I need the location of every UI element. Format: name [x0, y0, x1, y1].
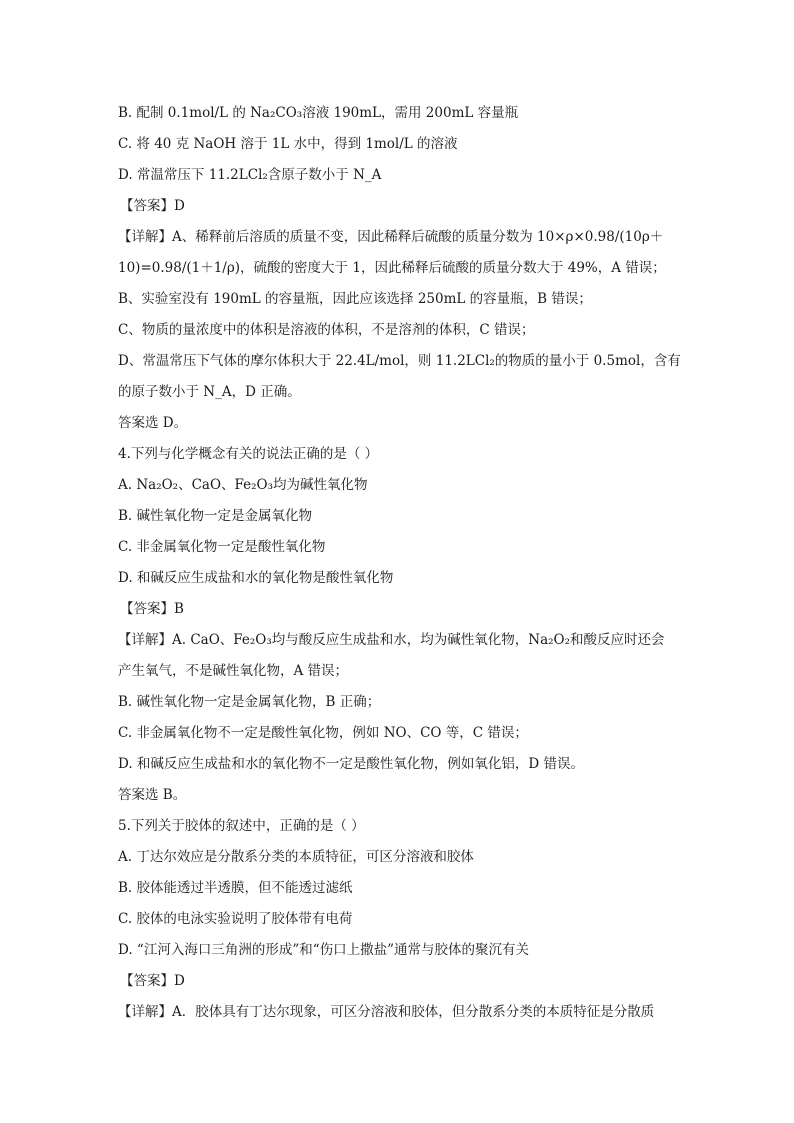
- q3-explain-2: 10)=0.98/(1＋1/ρ)，硫酸的密度大于 1，因此稀释后硫酸的质量分数大于 49%，A 错误；: [118, 260, 666, 276]
- q4-explain-5: D. 和碱反应生成盐和水的氧化物不一定是酸性氧化物，例如氧化铝，D 错误。: [118, 756, 585, 772]
- q3-explain-1: 【详解】A、稀释前后溶质的质量不变，因此稀释后硫酸的质量分数为 10×ρ×0.98/(10ρ＋: [118, 229, 664, 245]
- q4-option-b: B. 碱性氧化物一定是金属氧化物: [118, 508, 313, 524]
- q4-option-d: D. 和碱反应生成盐和水的氧化物是酸性氧化物: [118, 570, 394, 586]
- q4-option-a: A. Na₂O₂、CaO、Fe₂O₃均为碱性氧化物: [118, 477, 368, 493]
- q5-option-d: D. “江河入海口三角洲的形成”和“伤口上撒盐”通常与胶体的聚沉有关: [118, 942, 530, 958]
- q3-explain-6: 的原子数小于 N_A，D 正确。: [118, 384, 301, 400]
- q4-option-c: C. 非金属氧化物一定是酸性氧化物: [118, 539, 326, 555]
- q3-explain-4: C、物质的量浓度中的体积是溶液的体积，不是溶剂的体积，C 错误；: [118, 322, 535, 338]
- q4-answer: 【答案】B: [120, 601, 184, 617]
- q3-option-d: D. 常温常压下 11.2LCl₂含原子数小于 N_A: [118, 167, 382, 183]
- document-page: [118, 98, 681, 1028]
- q3-option-b: B. 配制 0.1mol/L 的 Na₂CO₃溶液 190mL，需用 200mL 容量瓶: [118, 105, 519, 121]
- q5-option-b: B. 胶体能透过半透膜，但不能透过滤纸: [118, 880, 353, 896]
- q4-conclusion: 答案选 B。: [118, 787, 187, 803]
- q4-explain-1: 【详解】A. CaO、Fe₂O₃均与酸反应生成盐和水，均为碱性氧化物，Na₂O₂和酸反应时还会: [118, 632, 665, 648]
- q4-explain-3: B. 碱性氧化物一定是金属氧化物，B 正确；: [118, 694, 381, 710]
- q4-explain-2: 产生氧气，不是碱性氧化物，A 错误；: [118, 663, 349, 679]
- q4-explain-4: C. 非金属氧化物不一定是酸性氧化物，例如 NO、CO 等，C 错误；: [118, 725, 528, 741]
- q3-explain-5: D、常温常压下气体的摩尔体积大于 22.4L/mol，则 11.2LCl₂的物质的量小于 0.5mol，含有: [118, 353, 681, 369]
- q5-answer: 【答案】D: [120, 973, 185, 989]
- q3-conclusion: 答案选 D。: [118, 415, 188, 431]
- q5-stem: 5.下列关于胶体的叙述中，正确的是（ ）: [118, 818, 365, 834]
- q3-answer: 【答案】D: [120, 198, 185, 214]
- q5-option-c: C. 胶体的电泳实验说明了胶体带有电荷: [118, 911, 353, 927]
- q3-explain-3: B、实验室没有 190mL 的容量瓶，因此应该选择 250mL 的容量瓶，B 错误；: [118, 291, 592, 307]
- q5-explain-1: 【详解】A．胶体具有丁达尔现象，可区分溶液和胶体，但分散系分类的本质特征是分散质: [118, 1004, 655, 1020]
- q3-option-c: C. 将 40 克 NaOH 溶于 1L 水中，得到 1mol/L 的溶液: [118, 136, 458, 152]
- q5-option-a: A. 丁达尔效应是分散系分类的本质特征，可区分溶液和胶体: [118, 849, 474, 865]
- q4-stem: 4.下列与化学概念有关的说法正确的是（ ）: [118, 446, 379, 462]
